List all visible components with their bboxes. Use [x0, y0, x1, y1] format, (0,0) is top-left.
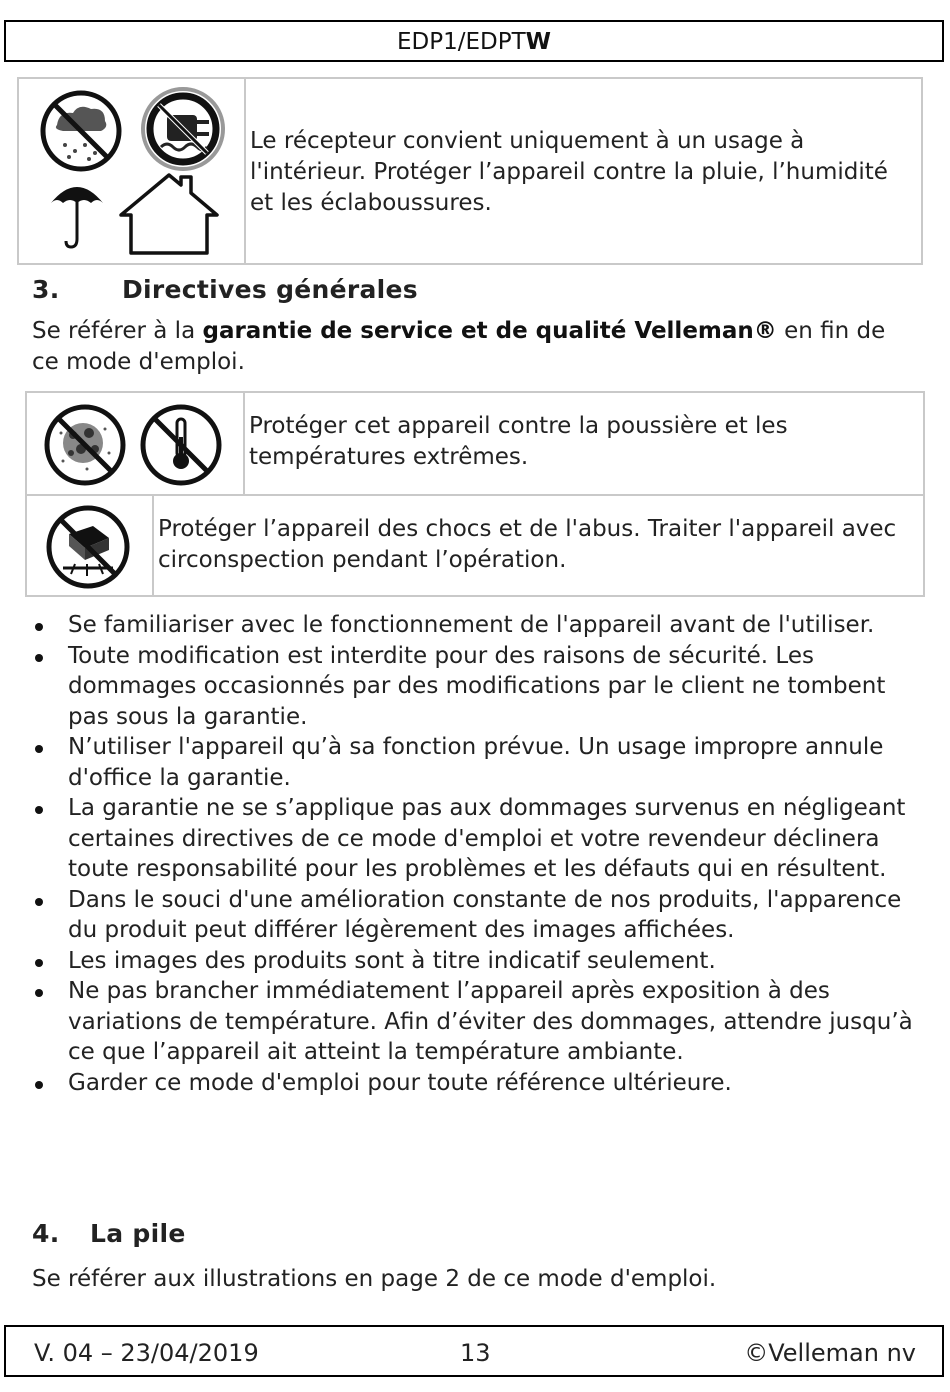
bullet-dot [35, 806, 43, 814]
list-item: Garder ce mode d'emploi pour toute référence ultérieure. [32, 1068, 922, 1099]
indoor-use-text: Le récepteur convient uniquement à un usage à l'intérieur. Protéger l’appareil contre la pluie, l’humidité et les éclaboussures. [250, 128, 888, 216]
no-dust-icon [43, 403, 127, 487]
no-water-plug-icon [139, 85, 227, 173]
section-4-number: 4. [32, 1219, 60, 1248]
dust-temperature-text: Protéger cet appareil contre la poussière et les températures extrêmes. [249, 413, 788, 470]
list-item: Ne pas brancher immédiatement l’appareil après exposition à des variations de température. Afin d’éviter des dommages, attendre jusqu’à ce que l’appareil ait atteint la température ambiante. [32, 976, 922, 1068]
intro-text-start: Se référer à la [32, 318, 203, 344]
intro-text-end: en fin de ce mode d'emploi. [32, 318, 886, 375]
section-4-text: Se référer aux illustrations en page 2 de ce mode d'emploi. [32, 1266, 717, 1292]
bullet-dot [35, 959, 43, 967]
copyright: ©Velleman nv [744, 1339, 916, 1367]
list-item: La garantie ne se s’applique pas aux dommages survenus en négligeant certaines directives de ce mode d'emploi et votre revendeur déclinera toute responsabilité pour les problèmes et les défauts qui en résultent. [32, 793, 922, 885]
section-4-heading [32, 1219, 186, 1248]
page-number: 13 [460, 1339, 491, 1367]
bullet-dot [35, 654, 43, 662]
bullet-dot [35, 898, 43, 906]
warranty-reference: garantie de service et de qualité Velleman® [202, 318, 777, 344]
no-extreme-temperature-icon [139, 403, 223, 487]
version-date: V. 04 – 23/04/2019 [34, 1339, 259, 1367]
bullet-dot [35, 1081, 43, 1089]
protection-table [25, 391, 925, 597]
document-header [4, 20, 944, 62]
list-item: Se familiariser avec le fonctionnement de l'appareil avant de l'utiliser. [32, 610, 922, 641]
table-row-divider [27, 494, 923, 496]
protection-row2-icons [27, 496, 154, 595]
no-shock-icon [45, 504, 131, 590]
list-item: Dans le souci d'une amélioration constante de nos produits, l'apparence du produit peut différer légèrement des images affichées. [32, 885, 922, 946]
shock-abuse-text: Protéger l’appareil des chocs et de l'abus. Traiter l'appareil avec circonspection pendant l’opération. [158, 516, 897, 573]
section-4-title: La pile [90, 1219, 186, 1248]
section-3-intro [32, 316, 912, 378]
indoor-icons-cell [19, 79, 246, 263]
indoor-use-table [17, 77, 923, 265]
list-item: Toute modification est interdite pour des raisons de sécurité. Les dommages occasionnés par des modifications par le client ne tombent pas sous la garantie. [32, 641, 922, 733]
section-3-number: 3. [32, 275, 60, 304]
safety-bullet-list [32, 610, 922, 1098]
bullet-dot [35, 989, 43, 997]
list-item: Les images des produits sont à titre indicatif seulement. [32, 946, 922, 977]
section-3-title: Directives générales [122, 275, 418, 304]
model-suffix: W [525, 29, 552, 55]
protection-row1-icons [27, 393, 245, 495]
no-rain-icon [39, 89, 123, 173]
umbrella-icon [47, 179, 107, 249]
document-footer [4, 1325, 944, 1377]
list-item: N’utiliser l'appareil qu’à sa fonction prévue. Un usage impropre annule d'office la garantie. [32, 732, 922, 793]
house-icon [117, 171, 221, 257]
section-3-heading [32, 275, 418, 304]
model-prefix: EDP1/EDPT [396, 29, 526, 55]
bullet-dot [35, 623, 43, 631]
bullet-dot [35, 745, 43, 753]
